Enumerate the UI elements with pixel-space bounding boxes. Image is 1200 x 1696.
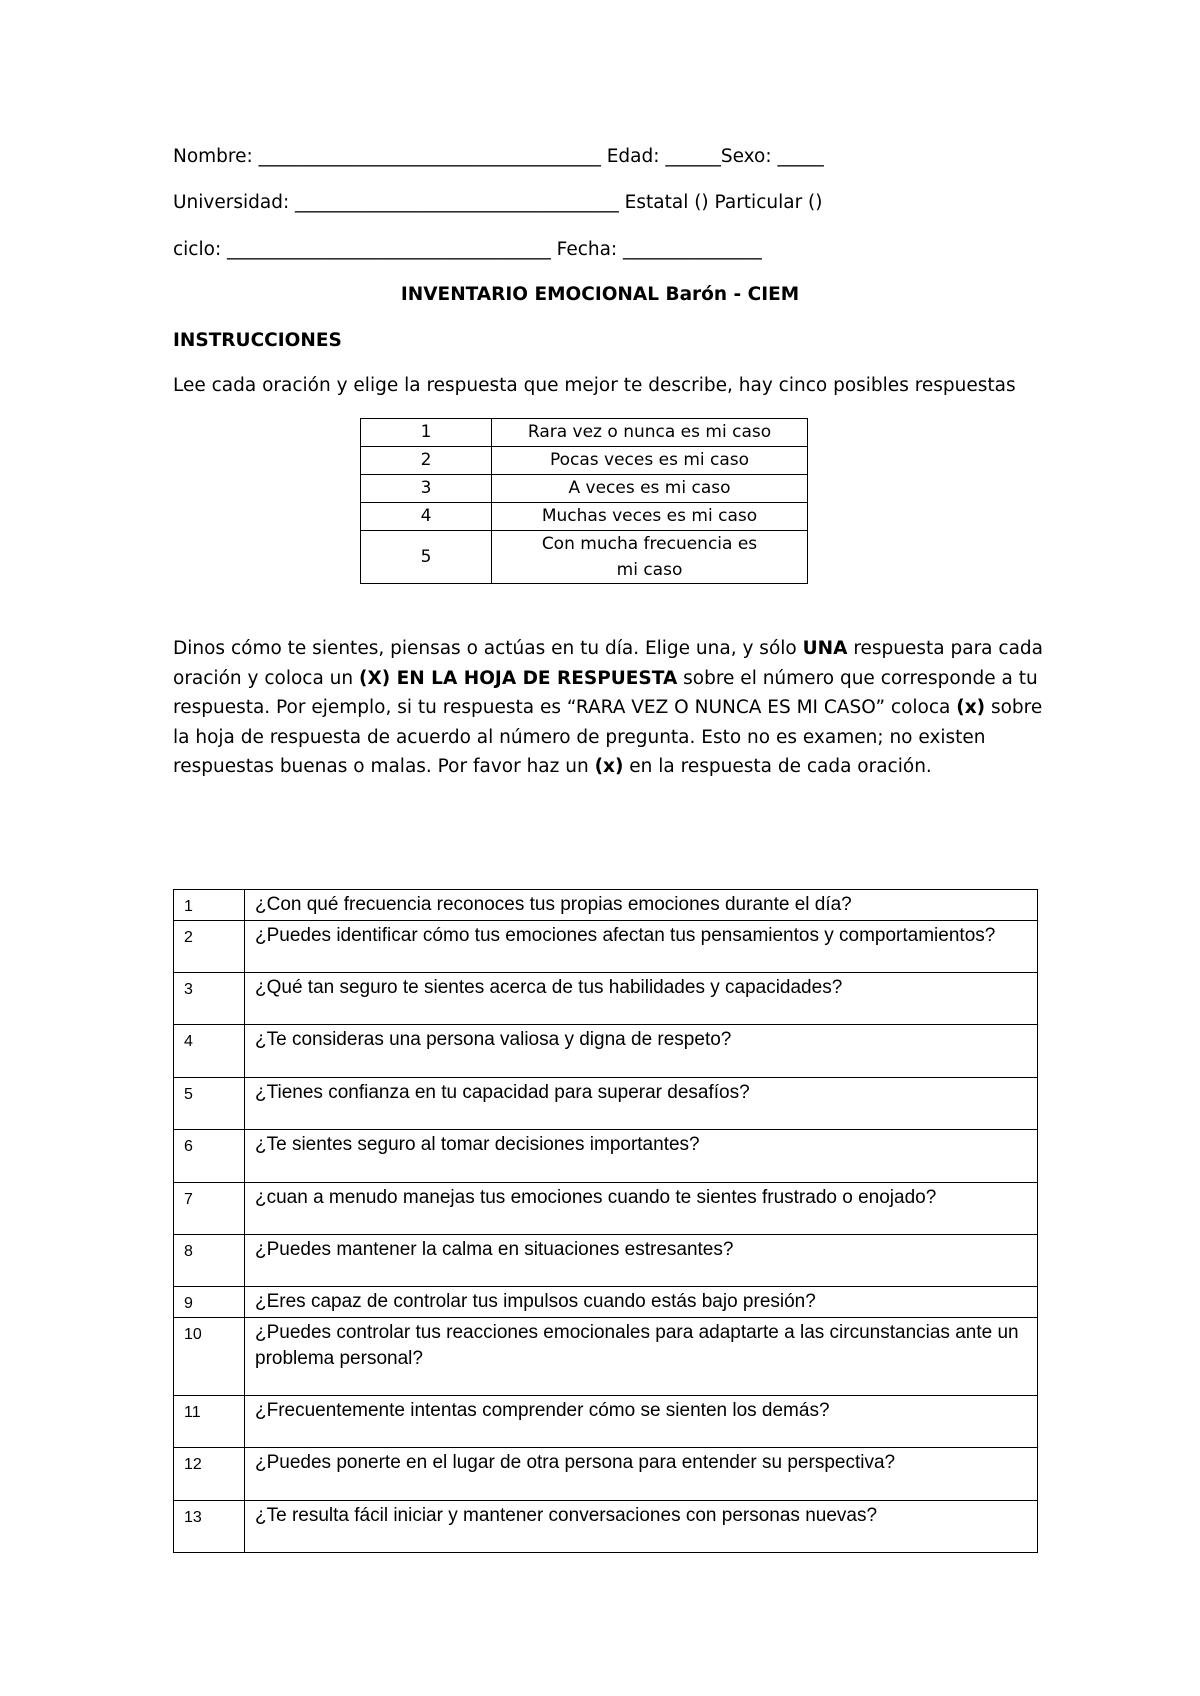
scale-label: Muchas veces es mi caso <box>492 503 808 531</box>
question-text: ¿Tienes confianza en tu capacidad para superar desafíos? <box>245 1078 1038 1130</box>
question-number: 10 <box>174 1318 245 1396</box>
question-number: 7 <box>174 1183 245 1235</box>
question-number: 1 <box>174 890 245 921</box>
scale-row <box>361 503 808 531</box>
question-text: ¿Puedes ponerte en el lugar de otra persona para entender su perspectiva? <box>245 1448 1038 1501</box>
instructions-text: en la respuesta de cada oración. <box>623 756 932 778</box>
question-text: ¿Te sientes seguro al tomar decisiones importantes? <box>245 1130 1038 1183</box>
scale-row <box>361 447 808 475</box>
question-number: 6 <box>174 1130 245 1183</box>
question-row <box>174 1501 1038 1553</box>
question-text: ¿Te consideras una persona valiosa y digna de respeto? <box>245 1025 1038 1078</box>
question-text: ¿Frecuentemente intentas comprender cómo se sienten los demás? <box>245 1396 1038 1448</box>
question-text: ¿Puedes controlar tus reacciones emocionales para adaptarte a las circunstancias ante un problema personal? <box>245 1318 1038 1396</box>
question-number: 2 <box>174 921 245 973</box>
document-title: INVENTARIO EMOCIONAL Barón - CIEM <box>400 284 800 305</box>
university-line: Universidad: ___________________________________ Estatal () Particular () <box>173 192 823 213</box>
instructions-lead: Lee cada oración y elige la respuesta que mejor te describe, hay cinco posibles respuestas <box>173 375 1016 396</box>
question-row <box>174 1448 1038 1501</box>
question-number: 9 <box>174 1287 245 1318</box>
instructions-text: Dinos cómo te sientes, piensas o actúas en tu día. Elige una, y sólo <box>173 638 803 659</box>
question-row <box>174 1287 1038 1318</box>
question-text: ¿Con qué frecuencia reconoces tus propias emociones durante el día? <box>245 890 1038 921</box>
question-row <box>174 1183 1038 1235</box>
scale-number: 1 <box>361 419 492 447</box>
question-row <box>174 890 1038 921</box>
question-row <box>174 1235 1038 1287</box>
instructions-text: respuesta para cada oración y coloca un <box>173 638 1043 689</box>
instructions-text: sobre la hoja de respuesta de acuerdo al número de pregunta. Esto no es examen; no existen respuestas buenas o malas. Por favor haz un <box>173 697 1043 778</box>
question-text: ¿cuan a menudo manejas tus emociones cuando te sientes frustrado o enojado? <box>245 1183 1038 1235</box>
scale-number: 3 <box>361 475 492 503</box>
question-row <box>174 1396 1038 1448</box>
instructions-body <box>173 634 1043 782</box>
question-text: ¿Puedes mantener la calma en situaciones estresantes? <box>245 1235 1038 1287</box>
question-text: ¿Qué tan seguro te sientes acerca de tus habilidades y capacidades? <box>245 973 1038 1025</box>
scale-label: A veces es mi caso <box>492 475 808 503</box>
scale-row <box>361 419 808 447</box>
instructions-text: sobre el número que corresponde a tu respuesta. Por ejemplo, si tu respuesta es “RARA VEZ O NUNCA ES MI CASO” coloca <box>173 667 1038 719</box>
name-age-sex-line: Nombre: _____________________________________ Edad: ______Sexo: _____ <box>173 146 824 167</box>
scale-row <box>361 475 808 503</box>
scale-label: Con mucha frecuencia es mi caso <box>492 531 808 584</box>
question-text: ¿Te resulta fácil iniciar y mantener conversaciones con personas nuevas? <box>245 1501 1038 1553</box>
question-row <box>174 973 1038 1025</box>
question-row <box>174 1318 1038 1396</box>
question-row <box>174 1078 1038 1130</box>
instructions-emphasis: (X) EN LA HOJA DE RESPUESTA <box>359 667 678 689</box>
cycle-date-line: ciclo: ___________________________________ Fecha: _______________ <box>173 239 762 260</box>
question-number: 4 <box>174 1025 245 1078</box>
question-text: ¿Puedes identificar cómo tus emociones afectan tus pensamientos y comportamientos? <box>245 921 1038 973</box>
question-number: 8 <box>174 1235 245 1287</box>
question-number: 5 <box>174 1078 245 1130</box>
instructions-emphasis: UNA <box>802 638 848 659</box>
question-number: 13 <box>174 1501 245 1553</box>
instructions-emphasis: (x) <box>956 697 986 719</box>
question-row <box>174 1130 1038 1183</box>
scale-label: Rara vez o nunca es mi caso <box>492 419 808 447</box>
response-scale-table <box>360 418 808 584</box>
instructions-emphasis: (x) <box>594 756 624 778</box>
scale-number: 2 <box>361 447 492 475</box>
question-number: 12 <box>174 1448 245 1501</box>
question-row <box>174 921 1038 973</box>
scale-row <box>361 531 808 584</box>
scale-label: Pocas veces es mi caso <box>492 447 808 475</box>
scale-number: 4 <box>361 503 492 531</box>
question-number: 3 <box>174 973 245 1025</box>
instructions-heading: INSTRUCCIONES <box>173 330 342 351</box>
question-text: ¿Eres capaz de controlar tus impulsos cuando estás bajo presión? <box>245 1287 1038 1318</box>
questions-table <box>173 889 1038 1553</box>
question-row <box>174 1025 1038 1078</box>
question-number: 11 <box>174 1396 245 1448</box>
scale-number: 5 <box>361 531 492 584</box>
